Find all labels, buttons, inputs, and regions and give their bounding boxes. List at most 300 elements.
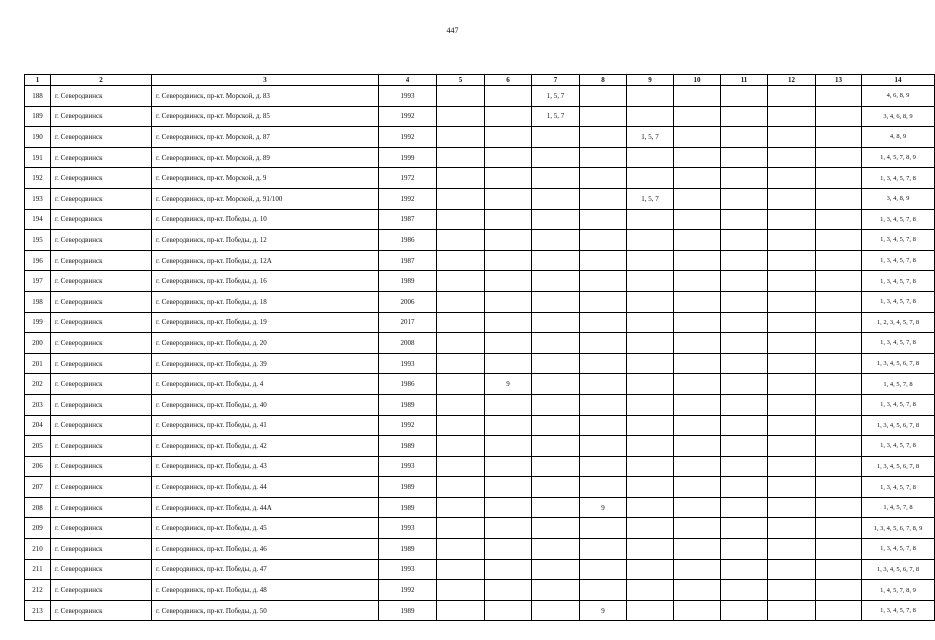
address-cell: г. Северодвинск, пр-кт. Победы, д. 40 [152, 394, 379, 415]
column-header-8: 8 [580, 75, 627, 86]
col7-cell [532, 188, 580, 209]
col8-cell [580, 209, 627, 230]
col11-cell [721, 600, 768, 621]
address-cell: г. Северодвинск, пр-кт. Победы, д. 39 [152, 353, 379, 374]
column-header-4: 4 [379, 75, 437, 86]
col14-cell: 1, 3, 4, 5, 7, 8 [862, 333, 935, 354]
column-header-14: 14 [862, 75, 935, 86]
col5-cell [437, 518, 485, 539]
col8-cell [580, 291, 627, 312]
col8-cell [580, 86, 627, 107]
col13-cell [816, 559, 862, 580]
col13-cell [816, 168, 862, 189]
col7-cell [532, 250, 580, 271]
year-cell: 1989 [379, 394, 437, 415]
col9-cell [627, 250, 674, 271]
col7-cell: 1, 5, 7 [532, 106, 580, 127]
col11-cell [721, 312, 768, 333]
col7-cell [532, 559, 580, 580]
col6-cell [485, 559, 532, 580]
col12-cell [768, 271, 816, 292]
col12-cell [768, 209, 816, 230]
year-cell: 2006 [379, 291, 437, 312]
col10-cell [674, 106, 721, 127]
address-cell: г. Северодвинск, пр-кт. Победы, д. 10 [152, 209, 379, 230]
col12-cell [768, 436, 816, 457]
col9-cell [627, 436, 674, 457]
col8-cell: 9 [580, 497, 627, 518]
table-row [25, 230, 935, 251]
col9-cell [627, 580, 674, 601]
col8-cell [580, 456, 627, 477]
city-cell: г. Северодвинск [51, 436, 152, 457]
address-cell: г. Северодвинск, пр-кт. Морской, д. 83 [152, 86, 379, 107]
col7-cell [532, 374, 580, 395]
col9-cell [627, 147, 674, 168]
address-cell: г. Северодвинск, пр-кт. Морской, д. 9 [152, 168, 379, 189]
col12-cell [768, 127, 816, 148]
col14-cell: 1, 3, 4, 5, 7, 8 [862, 271, 935, 292]
col6-cell [485, 333, 532, 354]
col8-cell [580, 168, 627, 189]
address-cell: г. Северодвинск, пр-кт. Победы, д. 12 [152, 230, 379, 251]
col13-cell [816, 539, 862, 560]
row-number: 197 [25, 271, 51, 292]
col11-cell [721, 518, 768, 539]
col9-cell [627, 333, 674, 354]
column-header-6: 6 [485, 75, 532, 86]
column-header-5: 5 [437, 75, 485, 86]
city-cell: г. Северодвинск [51, 230, 152, 251]
col8-cell [580, 436, 627, 457]
col13-cell [816, 580, 862, 601]
row-number: 207 [25, 477, 51, 498]
col5-cell [437, 580, 485, 601]
year-cell: 1986 [379, 374, 437, 395]
col7-cell [532, 456, 580, 477]
col11-cell [721, 477, 768, 498]
col5-cell [437, 168, 485, 189]
city-cell: г. Северодвинск [51, 600, 152, 621]
col11-cell [721, 456, 768, 477]
col6-cell [485, 147, 532, 168]
city-cell: г. Северодвинск [51, 415, 152, 436]
year-cell: 1986 [379, 230, 437, 251]
col13-cell [816, 333, 862, 354]
city-cell: г. Северодвинск [51, 127, 152, 148]
city-cell: г. Северодвинск [51, 353, 152, 374]
table-row [25, 518, 935, 539]
year-cell: 1992 [379, 106, 437, 127]
table-row [25, 477, 935, 498]
col5-cell [437, 497, 485, 518]
city-cell: г. Северодвинск [51, 374, 152, 395]
year-cell: 1993 [379, 86, 437, 107]
address-cell: г. Северодвинск, пр-кт. Победы, д. 20 [152, 333, 379, 354]
city-cell: г. Северодвинск [51, 250, 152, 271]
col9-cell [627, 456, 674, 477]
col10-cell [674, 600, 721, 621]
col14-cell: 1, 3, 4, 5, 6, 7, 8, 9 [862, 518, 935, 539]
col7-cell [532, 230, 580, 251]
col8-cell [580, 188, 627, 209]
col14-cell: 1, 3, 4, 5, 6, 7, 8 [862, 559, 935, 580]
col7-cell [532, 580, 580, 601]
col14-cell: 1, 3, 4, 5, 7, 8 [862, 477, 935, 498]
col11-cell [721, 168, 768, 189]
col14-cell: 1, 4, 5, 7, 8, 9 [862, 147, 935, 168]
col11-cell [721, 539, 768, 560]
col7-cell [532, 415, 580, 436]
year-cell: 1989 [379, 477, 437, 498]
year-cell: 1989 [379, 539, 437, 560]
col13-cell [816, 127, 862, 148]
table-row [25, 333, 935, 354]
col8-cell [580, 250, 627, 271]
address-cell: г. Северодвинск, пр-кт. Морской, д. 91/100 [152, 188, 379, 209]
col6-cell [485, 209, 532, 230]
col5-cell [437, 188, 485, 209]
address-cell: г. Северодвинск, пр-кт. Морской, д. 85 [152, 106, 379, 127]
row-number: 195 [25, 230, 51, 251]
year-cell: 1989 [379, 497, 437, 518]
col10-cell [674, 312, 721, 333]
col11-cell [721, 106, 768, 127]
col14-cell: 1, 3, 4, 5, 6, 7, 8 [862, 456, 935, 477]
col10-cell [674, 477, 721, 498]
col8-cell [580, 127, 627, 148]
col11-cell [721, 230, 768, 251]
column-header-9: 9 [627, 75, 674, 86]
address-cell: г. Северодвинск, пр-кт. Победы, д. 19 [152, 312, 379, 333]
col12-cell [768, 333, 816, 354]
col6-cell [485, 86, 532, 107]
row-number: 206 [25, 456, 51, 477]
col14-cell: 1, 4, 5, 7, 8 [862, 374, 935, 395]
col7-cell [532, 168, 580, 189]
col10-cell [674, 559, 721, 580]
column-header-1: 1 [25, 75, 51, 86]
col12-cell [768, 168, 816, 189]
col5-cell [437, 394, 485, 415]
col8-cell [580, 580, 627, 601]
col7-cell [532, 497, 580, 518]
row-number: 210 [25, 539, 51, 560]
city-cell: г. Северодвинск [51, 333, 152, 354]
col14-cell: 3, 4, 6, 8, 9 [862, 106, 935, 127]
col9-cell [627, 312, 674, 333]
col7-cell [532, 147, 580, 168]
table-row [25, 168, 935, 189]
col7-cell [532, 333, 580, 354]
col11-cell [721, 86, 768, 107]
address-cell: г. Северодвинск, пр-кт. Победы, д. 43 [152, 456, 379, 477]
city-cell: г. Северодвинск [51, 497, 152, 518]
col5-cell [437, 436, 485, 457]
row-number: 205 [25, 436, 51, 457]
col11-cell [721, 333, 768, 354]
table-row [25, 374, 935, 395]
col9-cell: 1, 5, 7 [627, 188, 674, 209]
year-cell: 1989 [379, 271, 437, 292]
table-row [25, 559, 935, 580]
col7-cell [532, 312, 580, 333]
table-row [25, 353, 935, 374]
col11-cell [721, 436, 768, 457]
col12-cell [768, 374, 816, 395]
col12-cell [768, 477, 816, 498]
col10-cell [674, 271, 721, 292]
row-number: 203 [25, 394, 51, 415]
col9-cell [627, 291, 674, 312]
city-cell: г. Северодвинск [51, 312, 152, 333]
col12-cell [768, 106, 816, 127]
col8-cell [580, 230, 627, 251]
row-number: 193 [25, 188, 51, 209]
address-cell: г. Северодвинск, пр-кт. Победы, д. 44 [152, 477, 379, 498]
year-cell: 1993 [379, 518, 437, 539]
col14-cell: 1, 3, 4, 5, 7, 8 [862, 230, 935, 251]
row-number: 188 [25, 86, 51, 107]
col9-cell [627, 271, 674, 292]
col11-cell [721, 497, 768, 518]
col6-cell: 9 [485, 374, 532, 395]
col9-cell [627, 600, 674, 621]
address-cell: г. Северодвинск, пр-кт. Морской, д. 87 [152, 127, 379, 148]
col13-cell [816, 436, 862, 457]
city-cell: г. Северодвинск [51, 539, 152, 560]
col7-cell [532, 353, 580, 374]
col9-cell [627, 497, 674, 518]
col6-cell [485, 168, 532, 189]
col11-cell [721, 353, 768, 374]
col14-cell: 3, 4, 8, 9 [862, 188, 935, 209]
col6-cell [485, 415, 532, 436]
table-row [25, 271, 935, 292]
col11-cell [721, 250, 768, 271]
year-cell: 1993 [379, 456, 437, 477]
col13-cell [816, 353, 862, 374]
table-row [25, 127, 935, 148]
col9-cell [627, 353, 674, 374]
col8-cell [580, 477, 627, 498]
col12-cell [768, 539, 816, 560]
city-cell: г. Северодвинск [51, 291, 152, 312]
row-number: 208 [25, 497, 51, 518]
col11-cell [721, 580, 768, 601]
table-row [25, 497, 935, 518]
table-row [25, 600, 935, 621]
col11-cell [721, 209, 768, 230]
col7-cell [532, 600, 580, 621]
col13-cell [816, 415, 862, 436]
col8-cell [580, 353, 627, 374]
row-number: 190 [25, 127, 51, 148]
year-cell: 1992 [379, 580, 437, 601]
col12-cell [768, 312, 816, 333]
col12-cell [768, 456, 816, 477]
table-row [25, 394, 935, 415]
col9-cell [627, 518, 674, 539]
row-number: 200 [25, 333, 51, 354]
row-number: 199 [25, 312, 51, 333]
address-cell: г. Северодвинск, пр-кт. Победы, д. 50 [152, 600, 379, 621]
column-header-11: 11 [721, 75, 768, 86]
col7-cell [532, 291, 580, 312]
col8-cell [580, 333, 627, 354]
col12-cell [768, 518, 816, 539]
city-cell: г. Северодвинск [51, 271, 152, 292]
col5-cell [437, 374, 485, 395]
col11-cell [721, 188, 768, 209]
col5-cell [437, 106, 485, 127]
col10-cell [674, 147, 721, 168]
col11-cell [721, 374, 768, 395]
city-cell: г. Северодвинск [51, 106, 152, 127]
col7-cell [532, 127, 580, 148]
col14-cell: 1, 3, 4, 5, 7, 8 [862, 539, 935, 560]
city-cell: г. Северодвинск [51, 168, 152, 189]
col8-cell [580, 374, 627, 395]
col6-cell [485, 497, 532, 518]
year-cell: 1989 [379, 600, 437, 621]
row-number: 209 [25, 518, 51, 539]
address-cell: г. Северодвинск, пр-кт. Победы, д. 16 [152, 271, 379, 292]
col6-cell [485, 271, 532, 292]
col7-cell [532, 271, 580, 292]
col14-cell: 4, 8, 9 [862, 127, 935, 148]
address-cell: г. Северодвинск, пр-кт. Морской, д. 89 [152, 147, 379, 168]
col13-cell [816, 600, 862, 621]
col5-cell [437, 415, 485, 436]
row-number: 189 [25, 106, 51, 127]
col14-cell: 1, 3, 4, 5, 7, 8 [862, 209, 935, 230]
col11-cell [721, 559, 768, 580]
table-row [25, 147, 935, 168]
col7-cell [532, 209, 580, 230]
col10-cell [674, 250, 721, 271]
col13-cell [816, 209, 862, 230]
col13-cell [816, 230, 862, 251]
col6-cell [485, 580, 532, 601]
page-number: 447 [446, 26, 459, 35]
col10-cell [674, 456, 721, 477]
col13-cell [816, 477, 862, 498]
col12-cell [768, 291, 816, 312]
col5-cell [437, 271, 485, 292]
col14-cell: 1, 3, 4, 5, 6, 7, 8 [862, 353, 935, 374]
col8-cell [580, 147, 627, 168]
col6-cell [485, 539, 532, 560]
city-cell: г. Северодвинск [51, 394, 152, 415]
col8-cell [580, 518, 627, 539]
row-number: 211 [25, 559, 51, 580]
col7-cell [532, 394, 580, 415]
col5-cell [437, 127, 485, 148]
col14-cell: 1, 3, 4, 5, 7, 8 [862, 168, 935, 189]
col14-cell: 1, 3, 4, 5, 7, 8 [862, 250, 935, 271]
row-number: 213 [25, 600, 51, 621]
col6-cell [485, 456, 532, 477]
table-row [25, 539, 935, 560]
col10-cell [674, 86, 721, 107]
address-cell: г. Северодвинск, пр-кт. Победы, д. 18 [152, 291, 379, 312]
col12-cell [768, 230, 816, 251]
col12-cell [768, 394, 816, 415]
col6-cell [485, 436, 532, 457]
col12-cell [768, 415, 816, 436]
col10-cell [674, 580, 721, 601]
col13-cell [816, 250, 862, 271]
col5-cell [437, 456, 485, 477]
header-row [25, 75, 935, 86]
address-cell: г. Северодвинск, пр-кт. Победы, д. 44А [152, 497, 379, 518]
col10-cell [674, 374, 721, 395]
address-cell: г. Северодвинск, пр-кт. Победы, д. 45 [152, 518, 379, 539]
table-row [25, 312, 935, 333]
col5-cell [437, 230, 485, 251]
col8-cell [580, 559, 627, 580]
address-cell: г. Северодвинск, пр-кт. Победы, д. 4 [152, 374, 379, 395]
year-cell: 1987 [379, 250, 437, 271]
col6-cell [485, 291, 532, 312]
address-cell: г. Северодвинск, пр-кт. Победы, д. 41 [152, 415, 379, 436]
col12-cell [768, 580, 816, 601]
table-body [25, 86, 935, 621]
col12-cell [768, 353, 816, 374]
city-cell: г. Северодвинск [51, 580, 152, 601]
col5-cell [437, 559, 485, 580]
col9-cell: 1, 5, 7 [627, 127, 674, 148]
col14-cell: 1, 4, 5, 7, 8 [862, 497, 935, 518]
col5-cell [437, 600, 485, 621]
col9-cell [627, 209, 674, 230]
col13-cell [816, 106, 862, 127]
col5-cell [437, 86, 485, 107]
col11-cell [721, 291, 768, 312]
table-row [25, 456, 935, 477]
col10-cell [674, 291, 721, 312]
row-number: 212 [25, 580, 51, 601]
col10-cell [674, 415, 721, 436]
col5-cell [437, 250, 485, 271]
col9-cell [627, 394, 674, 415]
col14-cell: 1, 4, 5, 7, 8, 9 [862, 580, 935, 601]
year-cell: 1992 [379, 188, 437, 209]
col8-cell [580, 539, 627, 560]
col5-cell [437, 539, 485, 560]
col13-cell [816, 188, 862, 209]
col12-cell [768, 559, 816, 580]
col10-cell [674, 127, 721, 148]
year-cell: 1993 [379, 559, 437, 580]
col10-cell [674, 436, 721, 457]
col7-cell: 1, 5, 7 [532, 86, 580, 107]
column-header-3: 3 [152, 75, 379, 86]
col5-cell [437, 312, 485, 333]
column-header-2: 2 [51, 75, 152, 86]
col11-cell [721, 127, 768, 148]
col9-cell [627, 230, 674, 251]
col6-cell [485, 518, 532, 539]
table-row [25, 415, 935, 436]
row-number: 191 [25, 147, 51, 168]
year-cell: 1989 [379, 436, 437, 457]
col12-cell [768, 147, 816, 168]
city-cell: г. Северодвинск [51, 147, 152, 168]
col13-cell [816, 456, 862, 477]
col12-cell [768, 250, 816, 271]
